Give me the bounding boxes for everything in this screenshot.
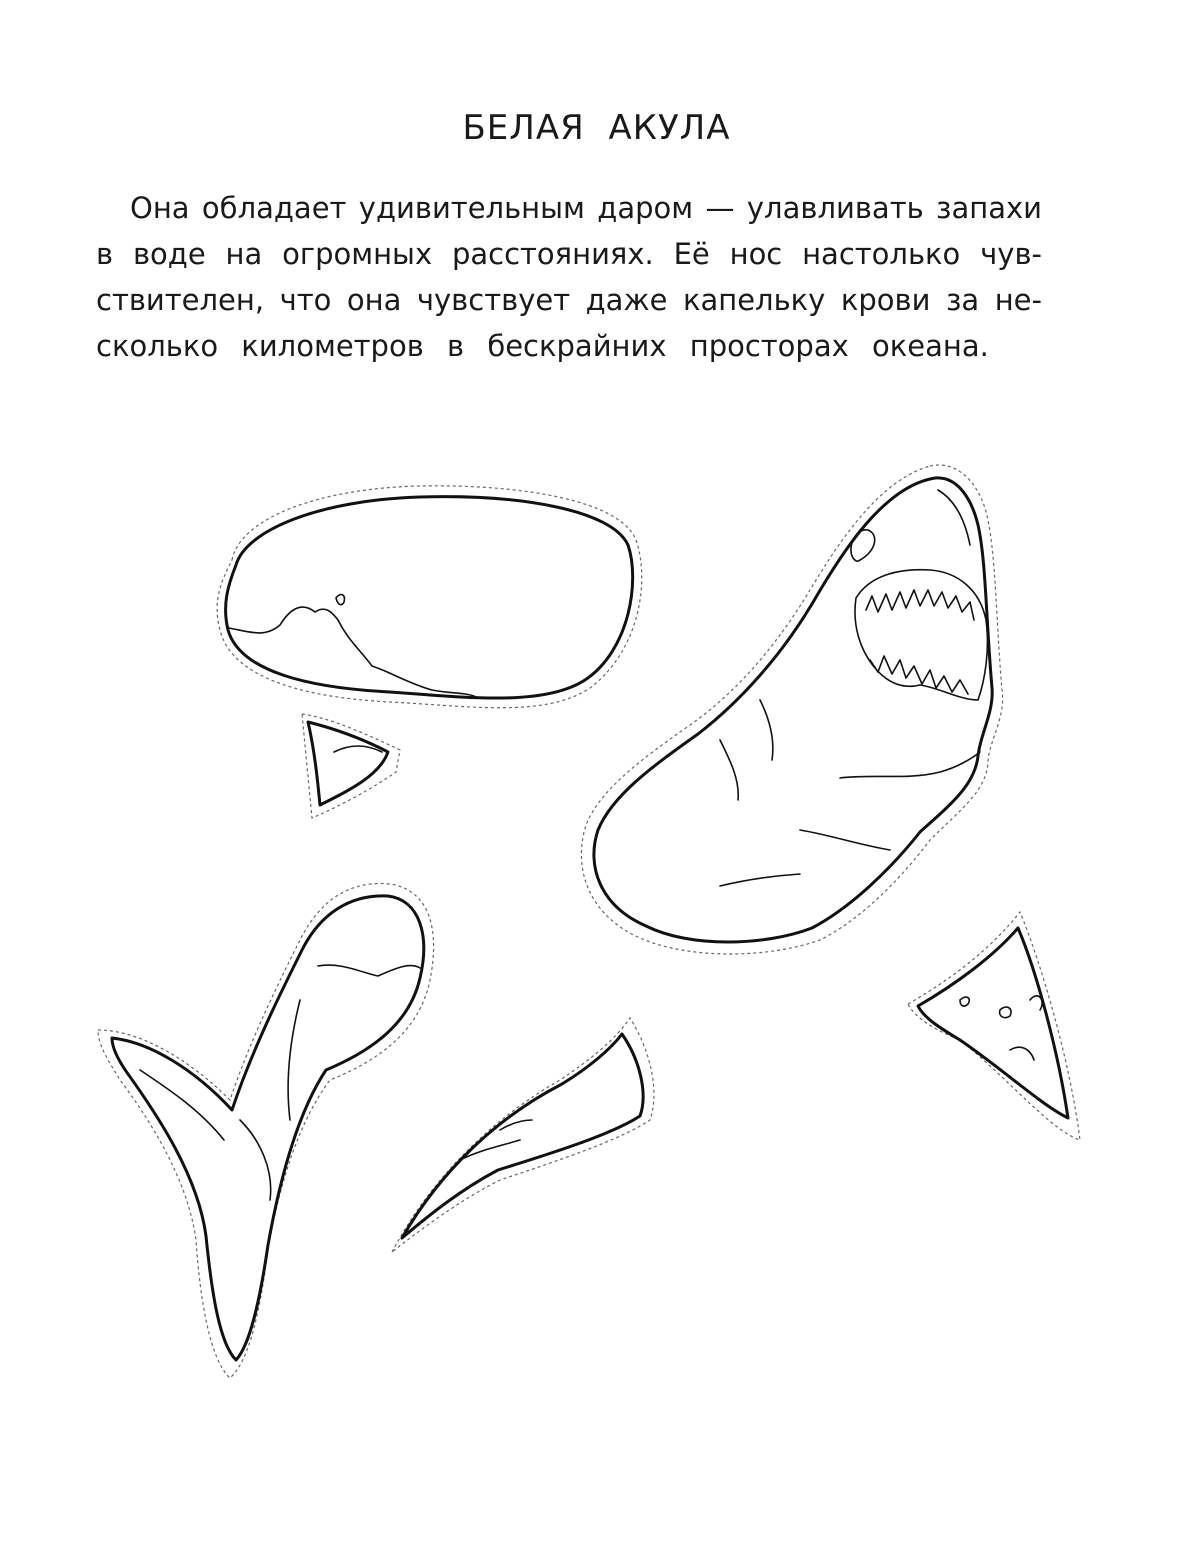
shark-body-piece-icon (217, 486, 642, 708)
paragraph-line: в воде на огромных расстояниях. Её нос настолько чув- (96, 237, 1042, 271)
page-title: БЕЛАЯ АКУЛА (462, 108, 731, 148)
paragraph-line: сколько километров в бескрайних просторах океана. (96, 329, 989, 363)
paragraph-line: ствителен, что она чувствует даже капельку крови за не- (96, 283, 1042, 317)
shark-head-piece-icon (581, 465, 1002, 954)
pectoral-fin-piece-icon (392, 1018, 654, 1252)
small-fin-piece-icon (302, 714, 400, 818)
tail-piece-icon (98, 883, 434, 1378)
paragraph-line: Она обладает удивительным даром — улавливать запахи (130, 191, 1042, 225)
dorsal-fin-piece-icon (908, 912, 1080, 1140)
